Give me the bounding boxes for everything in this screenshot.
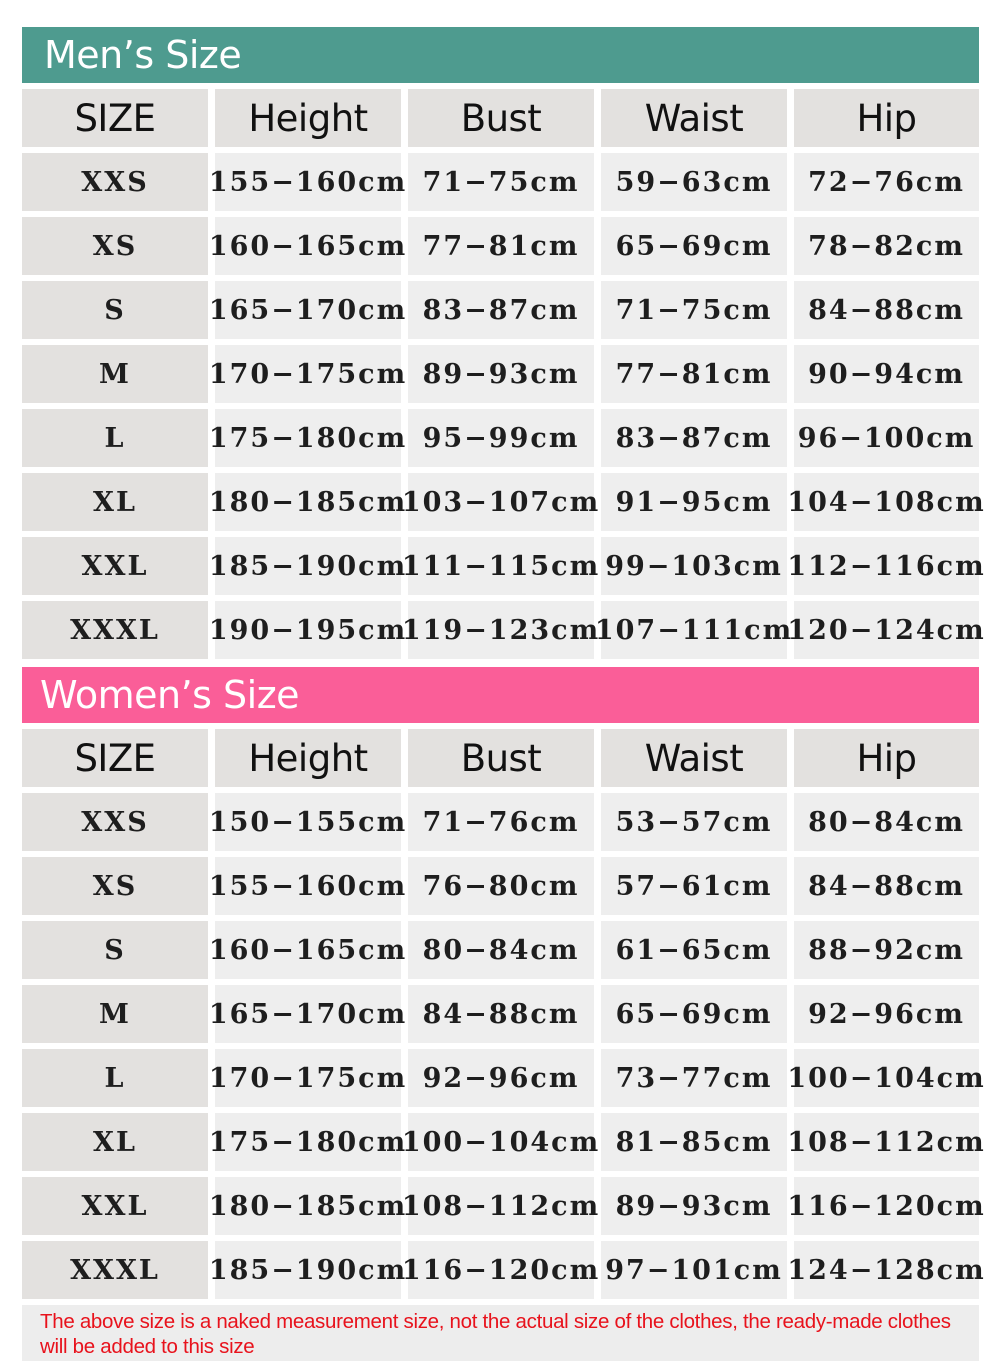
hip-cell: 84−88cm (794, 281, 979, 339)
waist-cell: 81−85cm (601, 1113, 787, 1171)
hip-cell: 72−76cm (794, 153, 979, 211)
bust-cell: 100−104cm (408, 1113, 594, 1171)
bust-cell: 108−112cm (408, 1177, 594, 1235)
size-cell: XXXL (22, 601, 208, 659)
size-cell: M (22, 985, 208, 1043)
header-bust: Bust (408, 729, 594, 787)
height-cell: 175−180cm (215, 1113, 401, 1171)
mens-size-table (22, 89, 986, 659)
table-row (22, 217, 979, 275)
bust-cell: 76−80cm (408, 857, 594, 915)
table-row (22, 153, 979, 211)
bust-cell: 80−84cm (408, 921, 594, 979)
hip-cell: 104−108cm (794, 473, 979, 531)
waist-cell: 61−65cm (601, 921, 787, 979)
womens-size-table (22, 729, 986, 1299)
hip-cell: 90−94cm (794, 345, 979, 403)
hip-cell: 92−96cm (794, 985, 979, 1043)
hip-cell: 96−100cm (794, 409, 979, 467)
size-cell: XXL (22, 537, 208, 595)
mens-size-banner: Men’s Size (22, 27, 979, 83)
waist-cell: 73−77cm (601, 1049, 787, 1107)
bust-cell: 95−99cm (408, 409, 594, 467)
waist-cell: 107−111cm (601, 601, 787, 659)
size-note: The above size is a naked measurement size, not the actual size of the clothes, the ready-made clothes will be added to this size (22, 1305, 979, 1361)
height-cell: 170−175cm (215, 345, 401, 403)
waist-cell: 99−103cm (601, 537, 787, 595)
size-cell: XS (22, 857, 208, 915)
table-row (22, 857, 979, 915)
height-cell: 160−165cm (215, 217, 401, 275)
table-row (22, 601, 986, 659)
waist-cell: 91−95cm (601, 473, 787, 531)
hip-cell: 108−112cm (794, 1113, 979, 1171)
waist-cell: 65−69cm (601, 985, 787, 1043)
height-cell: 155−160cm (215, 857, 401, 915)
height-cell: 185−190cm (215, 537, 401, 595)
table-row (22, 921, 979, 979)
table-row (22, 793, 979, 851)
height-cell: 165−170cm (215, 281, 401, 339)
bust-cell: 71−76cm (408, 793, 594, 851)
waist-cell: 97−101cm (601, 1241, 787, 1299)
bust-cell: 77−81cm (408, 217, 594, 275)
size-cell: L (22, 409, 208, 467)
size-chart (22, 27, 986, 1361)
womens-size-banner: Women’s Size (22, 667, 979, 723)
bust-cell: 89−93cm (408, 345, 594, 403)
height-cell: 155−160cm (215, 153, 401, 211)
size-cell: XXS (22, 793, 208, 851)
hip-cell: 88−92cm (794, 921, 979, 979)
size-cell: S (22, 281, 208, 339)
table-row (22, 1177, 986, 1235)
waist-cell: 59−63cm (601, 153, 787, 211)
hip-cell: 100−104cm (794, 1049, 979, 1107)
hip-cell: 116−120cm (794, 1177, 979, 1235)
hip-cell: 120−124cm (794, 601, 979, 659)
bust-cell: 119−123cm (408, 601, 594, 659)
header-height: Height (215, 89, 401, 147)
height-cell: 180−185cm (215, 1177, 401, 1235)
height-cell: 175−180cm (215, 409, 401, 467)
table-row (22, 985, 979, 1043)
table-row (22, 345, 979, 403)
table-row (22, 1241, 986, 1299)
table-row (22, 281, 979, 339)
size-cell: XXS (22, 153, 208, 211)
table-row (22, 1049, 986, 1107)
header-height: Height (215, 729, 401, 787)
height-cell: 165−170cm (215, 985, 401, 1043)
header-row (22, 89, 979, 147)
header-hip: Hip (794, 89, 979, 147)
waist-cell: 53−57cm (601, 793, 787, 851)
header-waist: Waist (601, 729, 787, 787)
bust-cell: 92−96cm (408, 1049, 594, 1107)
header-hip: Hip (794, 729, 979, 787)
bust-cell: 83−87cm (408, 281, 594, 339)
size-cell: XL (22, 1113, 208, 1171)
table-row (22, 409, 979, 467)
waist-cell: 57−61cm (601, 857, 787, 915)
bust-cell: 111−115cm (408, 537, 594, 595)
size-cell: M (22, 345, 208, 403)
header-bust: Bust (408, 89, 594, 147)
height-cell: 180−185cm (215, 473, 401, 531)
height-cell: 190−195cm (215, 601, 401, 659)
size-cell: XL (22, 473, 208, 531)
header-size: SIZE (22, 89, 208, 147)
hip-cell: 112−116cm (794, 537, 979, 595)
bust-cell: 103−107cm (408, 473, 594, 531)
height-cell: 150−155cm (215, 793, 401, 851)
header-size: SIZE (22, 729, 208, 787)
height-cell: 170−175cm (215, 1049, 401, 1107)
waist-cell: 65−69cm (601, 217, 787, 275)
header-row (22, 729, 979, 787)
hip-cell: 124−128cm (794, 1241, 979, 1299)
height-cell: 160−165cm (215, 921, 401, 979)
size-cell: XXXL (22, 1241, 208, 1299)
table-row (22, 473, 986, 531)
hip-cell: 84−88cm (794, 857, 979, 915)
size-cell: L (22, 1049, 208, 1107)
bust-cell: 84−88cm (408, 985, 594, 1043)
size-cell: XS (22, 217, 208, 275)
size-cell: XXL (22, 1177, 208, 1235)
waist-cell: 89−93cm (601, 1177, 787, 1235)
header-waist: Waist (601, 89, 787, 147)
height-cell: 185−190cm (215, 1241, 401, 1299)
waist-cell: 77−81cm (601, 345, 787, 403)
hip-cell: 78−82cm (794, 217, 979, 275)
waist-cell: 83−87cm (601, 409, 787, 467)
bust-cell: 71−75cm (408, 153, 594, 211)
size-cell: S (22, 921, 208, 979)
hip-cell: 80−84cm (794, 793, 979, 851)
table-row (22, 537, 986, 595)
bust-cell: 116−120cm (408, 1241, 594, 1299)
waist-cell: 71−75cm (601, 281, 787, 339)
table-row (22, 1113, 986, 1171)
